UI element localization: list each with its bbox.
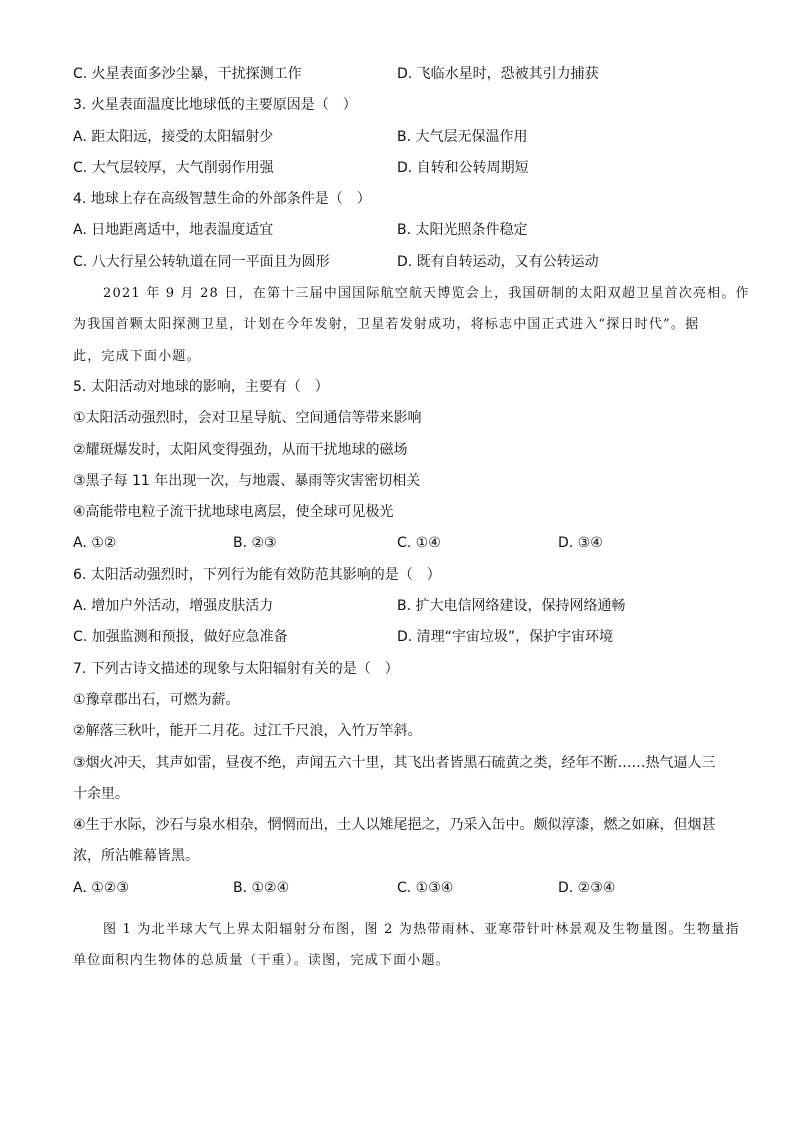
q7-statement-3-cont: 十余里。	[73, 785, 129, 802]
q4-option-a: A. 日地距离适中，地表温度适宜	[73, 222, 274, 239]
q4-options-ab	[73, 215, 723, 246]
q3-option-c: C. 大气层较厚，大气削弱作用强	[73, 159, 274, 176]
q5-options	[73, 528, 723, 559]
q4-option-b: B. 太阳光照条件稳定	[397, 222, 528, 239]
q7-statement-4-cont: 浓，所沾帷幕皆黑。	[73, 848, 199, 865]
exam-page	[73, 59, 750, 977]
passage-line: 单位面积内生物体的总质量（干重）。读图，完成下面小题。	[73, 953, 450, 969]
q5-option-c: C. ①④	[397, 535, 441, 552]
q7-statement-4: ④生于水际，沙石与泉水相杂，惘惘而出，土人以雉尾挹之，乃采入缶中。颇似淳漆，燃之如麻，但烟甚	[73, 817, 716, 834]
q3-options-cd	[73, 153, 723, 184]
q4-option-c: C. 八大行星公转轨道在同一平面且为圆形	[73, 253, 330, 270]
q7-option-b: B. ①②④	[233, 879, 290, 896]
q4-options-cd	[73, 247, 723, 278]
q6-stem: 6. 太阳活动强烈时，下列行为能有效防范其影响的是（ ）	[73, 566, 441, 583]
q5-statement-1: ①太阳活动强烈时，会对卫星导航、空间通信等带来影响	[73, 410, 422, 427]
passage-line: 图 1 为北半球大气上界太阳辐射分布图，图 2 为热带雨林、亚寒带针叶林景观及生物量图。生物量指	[103, 922, 740, 938]
q5-statement-4: ④高能带电粒子流干扰地球电离层，使全球可见极光	[73, 504, 394, 521]
q2-option-c: C. 火星表面多沙尘暴，干扰探测工作	[73, 66, 302, 82]
q5-option-a: A. ①②	[73, 535, 117, 552]
q6-options-ab	[73, 591, 723, 622]
q4-stem: 4. 地球上存在高级智慧生命的外部条件是（ ）	[73, 191, 371, 208]
passage-solar-satellite	[73, 278, 750, 372]
q3-options-ab	[73, 122, 723, 153]
q7-statement-2: ②解落三秋叶，能开二月花。过江千尺浪，入竹万竿斜。	[73, 723, 422, 740]
q7-option-c: C. ①③④	[397, 879, 454, 896]
q7-statement-1: ①豫章郡出石，可燃为薪。	[73, 691, 240, 708]
q6-option-c: C. 加强监测和预报，做好应急准备	[73, 629, 288, 646]
q5-option-d: D. ③④	[558, 535, 603, 552]
q2-options-cd	[73, 59, 723, 90]
q2-option-d: D. 飞临水星时，恐被其引力捕获	[397, 66, 599, 82]
q6-option-d: D. 清理“宇宙垃圾”，保护宇宙环境	[397, 629, 614, 646]
passage-line: 此，完成下面小题。	[73, 348, 201, 364]
q7-options	[73, 873, 723, 904]
q4-option-d: D. 既有自转运动，又有公转运动	[397, 253, 599, 270]
passage-solar-radiation-figures	[73, 914, 740, 977]
q5-statement-3: ③黑子每 11 年出现一次，与地震、暴雨等灾害密切相关	[73, 472, 421, 489]
q5-statement-2: ②耀斑爆发时，太阳风变得强劲，从而干扰地球的磁场	[73, 441, 408, 458]
q7-option-d: D. ②③④	[558, 879, 616, 896]
passage-line: 为我国首颗太阳探测卫星，计划在今年发射，卫星若发射成功，将标志中国正式进入“探日时代”。据	[73, 317, 700, 333]
q3-option-b: B. 大气层无保温作用	[397, 128, 528, 145]
q5-stem: 5. 太阳活动对地球的影响，主要有（ ）	[73, 378, 329, 395]
q6-options-cd	[73, 622, 723, 653]
q5-option-b: B. ②③	[233, 535, 277, 552]
passage-line: 2021 年 9 月 28 日，在第十三届中国国际航空航天博览会上，我国研制的太阳双超卫星首次亮相。作	[103, 286, 750, 302]
q7-statement-3: ③烟火冲天，其声如雷，昼夜不绝，声闻五六十里，其飞出者皆黑石硫黄之类，经年不断……热气逼人三	[73, 754, 716, 771]
q3-option-a: A. 距太阳远，接受的太阳辐射少	[73, 128, 274, 145]
q3-option-d: D. 自转和公转周期短	[397, 159, 529, 176]
q7-stem: 7. 下列古诗文描述的现象与太阳辐射有关的是（ ）	[73, 660, 399, 677]
q6-option-a: A. 增加户外活动，增强皮肤活力	[73, 598, 274, 615]
q6-option-b: B. 扩大电信网络建设，保持网络通畅	[397, 598, 626, 615]
q7-option-a: A. ①②③	[73, 879, 129, 896]
q3-stem: 3. 火星表面温度比地球低的主要原因是（ ）	[73, 97, 357, 114]
